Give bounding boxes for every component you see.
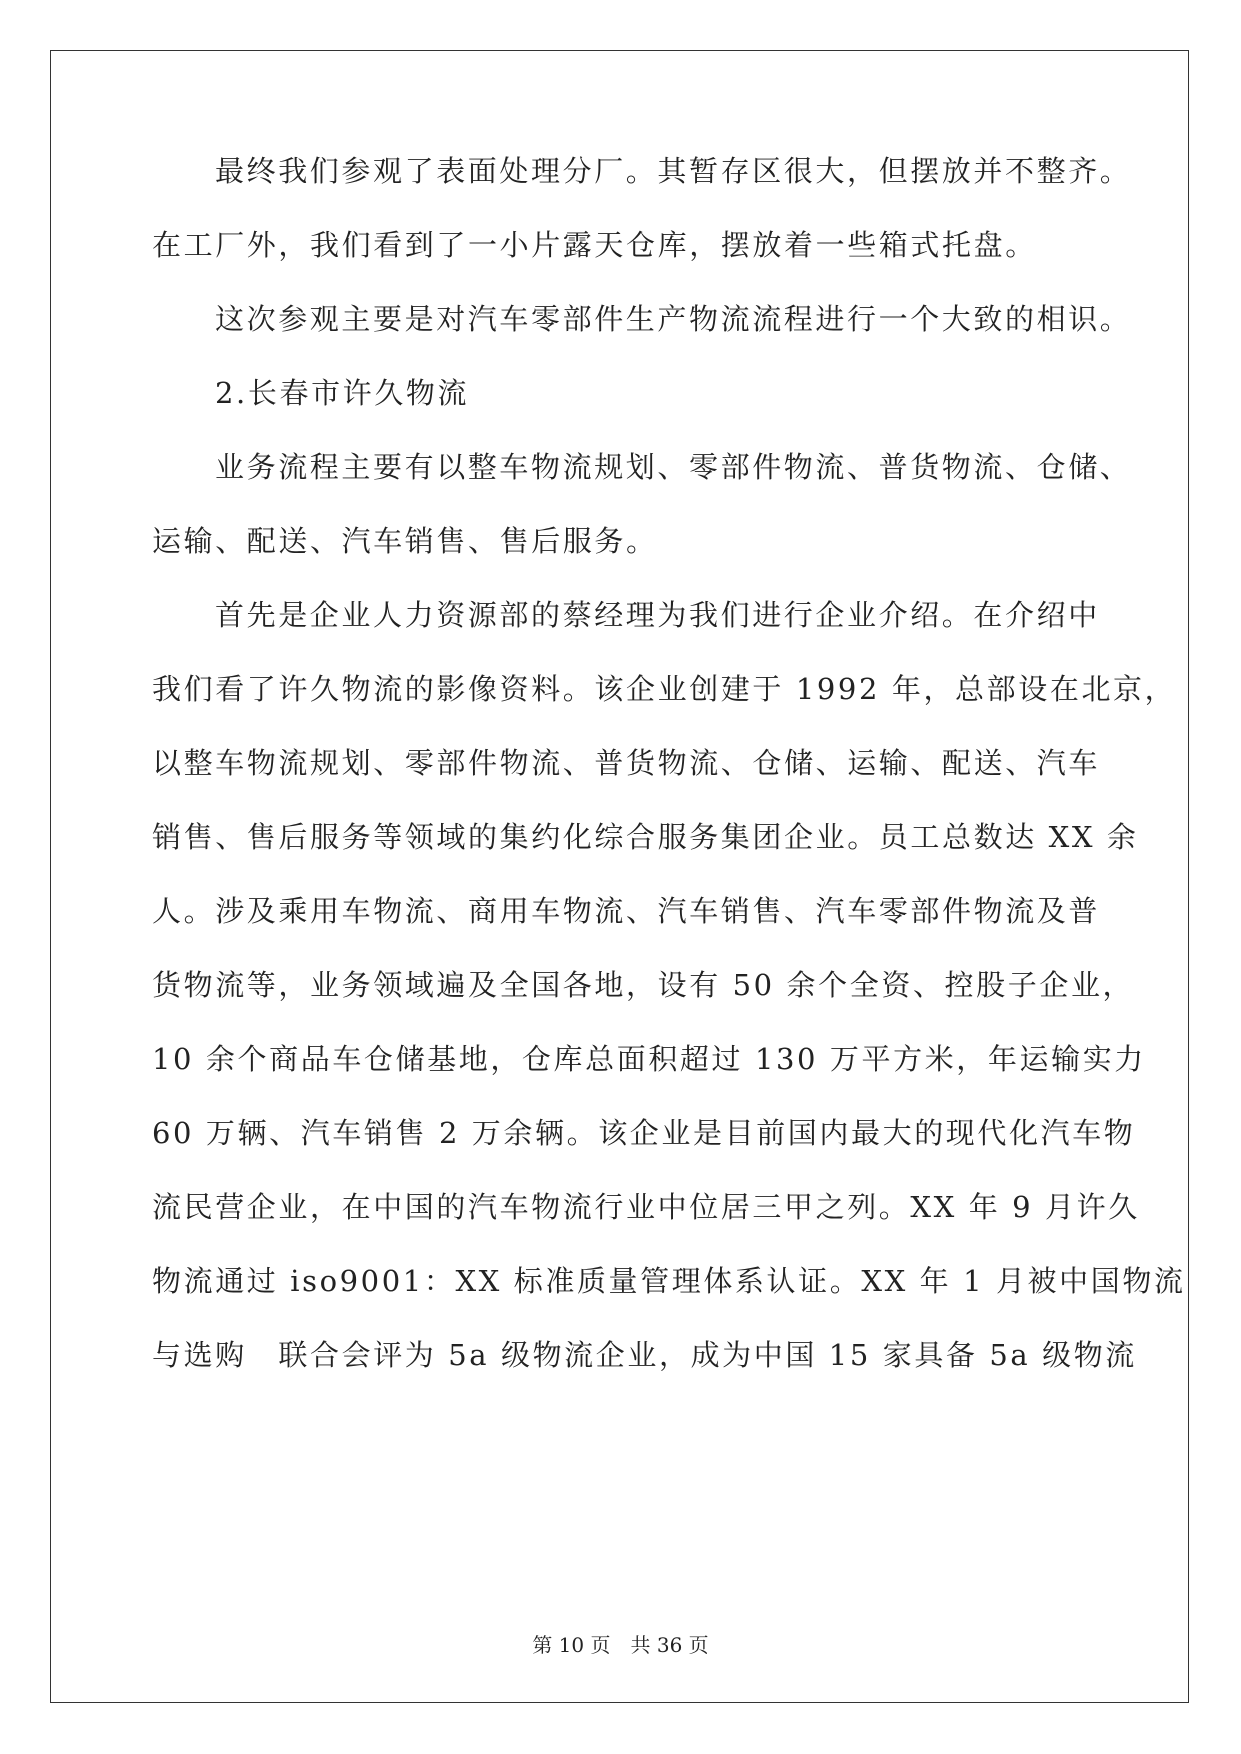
- paragraph-line: 运输、配送、汽车销售、售后服务。: [152, 524, 658, 558]
- paragraph-line: 这次参观主要是对汽车零部件生产物流流程进行一个大致的相识。: [215, 302, 1132, 336]
- paragraph-line: 最终我们参观了表面处理分厂。其暂存区很大，但摆放并不整齐。: [215, 154, 1132, 188]
- paragraph-line: 货物流等，业务领域遍及全国各地，设有 50 余个全资、控股子企业，: [152, 968, 1135, 1002]
- paragraph-line: 人。涉及乘用车物流、商用车物流、汽车销售、汽车零部件物流及普: [152, 894, 1101, 928]
- section-heading: 2.长春市许久物流: [215, 376, 470, 410]
- paragraph-line: 物流通过 iso9001：XX 标准质量管理体系认证。XX 年 1 月被中国物流: [152, 1264, 1186, 1298]
- paragraph-line: 业务流程主要有以整车物流规划、零部件物流、普货物流、仓储、: [215, 450, 1132, 484]
- paragraph-line: 首先是企业人力资源部的蔡经理为我们进行企业介绍。在介绍中: [215, 598, 1100, 632]
- paragraph-line: 销售、售后服务等领域的集约化综合服务集团企业。员工总数达 XX 余: [152, 820, 1139, 854]
- paragraph-line: 与选购 联合会评为 5a 级物流企业，成为中国 15 家具备 5a 级物流: [152, 1338, 1137, 1372]
- paragraph-line: 在工厂外，我们看到了一小片露天仓库，摆放着一些箱式托盘。: [152, 228, 1037, 262]
- paragraph-line: 以整车物流规划、零部件物流、普货物流、仓储、运输、配送、汽车: [152, 746, 1101, 780]
- paragraph-line: 流民营企业，在中国的汽车物流行业中位居三甲之列。XX 年 9 月许久: [152, 1190, 1140, 1224]
- page-border: [50, 50, 1189, 1703]
- paragraph-line: 我们看了许久物流的影像资料。该企业创建于 1992 年，总部设在北京，: [152, 672, 1177, 706]
- page-footer: 第 10 页 共 36 页: [532, 1633, 709, 1657]
- paragraph-line: 10 余个商品车仓储基地，仓库总面积超过 130 万平方米，年运输实力: [152, 1042, 1146, 1076]
- paragraph-line: 60 万辆、汽车销售 2 万余辆。该企业是目前国内最大的现代化汽车物: [152, 1116, 1136, 1150]
